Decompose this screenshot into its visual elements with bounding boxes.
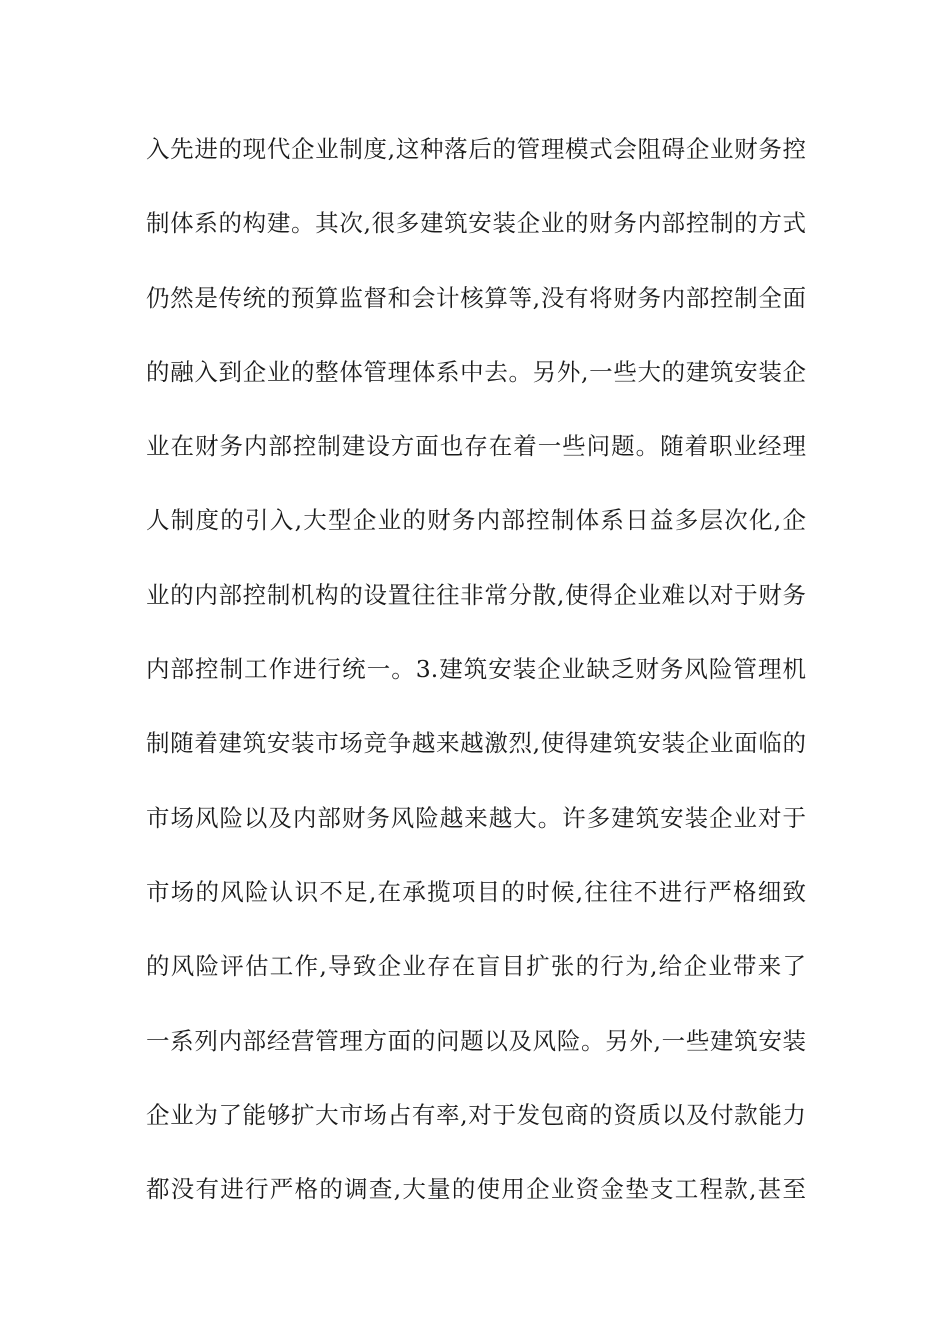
text-line: 的融入到企业的整体管理体系中去。另外,一些大的建筑安装企 <box>146 357 806 386</box>
text-line: 市场风险以及内部财务风险越来越大。许多建筑安装企业对于 <box>146 803 806 832</box>
text-line: 业在财务内部控制建设方面也存在着一些问题。随着职业经理 <box>146 432 806 461</box>
text-line: 内部控制工作进行统一。3.建筑安装企业缺乏财务风险管理机 <box>146 655 806 684</box>
body-text <box>146 127 806 1241</box>
text-line: 制体系的构建。其次,很多建筑安装企业的财务内部控制的方式 <box>146 209 806 238</box>
text-line: 都没有进行严格的调查,大量的使用企业资金垫支工程款,甚至 <box>146 1175 806 1204</box>
text-line: 业的内部控制机构的设置往往非常分散,使得企业难以对于财务 <box>146 580 806 609</box>
text-line: 的风险评估工作,导致企业存在盲目扩张的行为,给企业带来了 <box>146 952 806 981</box>
text-line: 人制度的引入,大型企业的财务内部控制体系日益多层次化,企 <box>146 506 806 535</box>
text-line: 仍然是传统的预算监督和会计核算等,没有将财务内部控制全面 <box>146 283 806 312</box>
text-line: 企业为了能够扩大市场占有率,对于发包商的资质以及付款能力 <box>146 1100 806 1129</box>
text-line: 制随着建筑安装市场竞争越来越激烈,使得建筑安装企业面临的 <box>146 729 806 758</box>
text-line: 一系列内部经营管理方面的问题以及风险。另外,一些建筑安装 <box>146 1026 806 1055</box>
text-line: 入先进的现代企业制度,这种落后的管理模式会阻碍企业财务控 <box>146 135 806 163</box>
text-line: 市场的风险认识不足,在承揽项目的时候,往往不进行严格细致 <box>146 877 806 906</box>
